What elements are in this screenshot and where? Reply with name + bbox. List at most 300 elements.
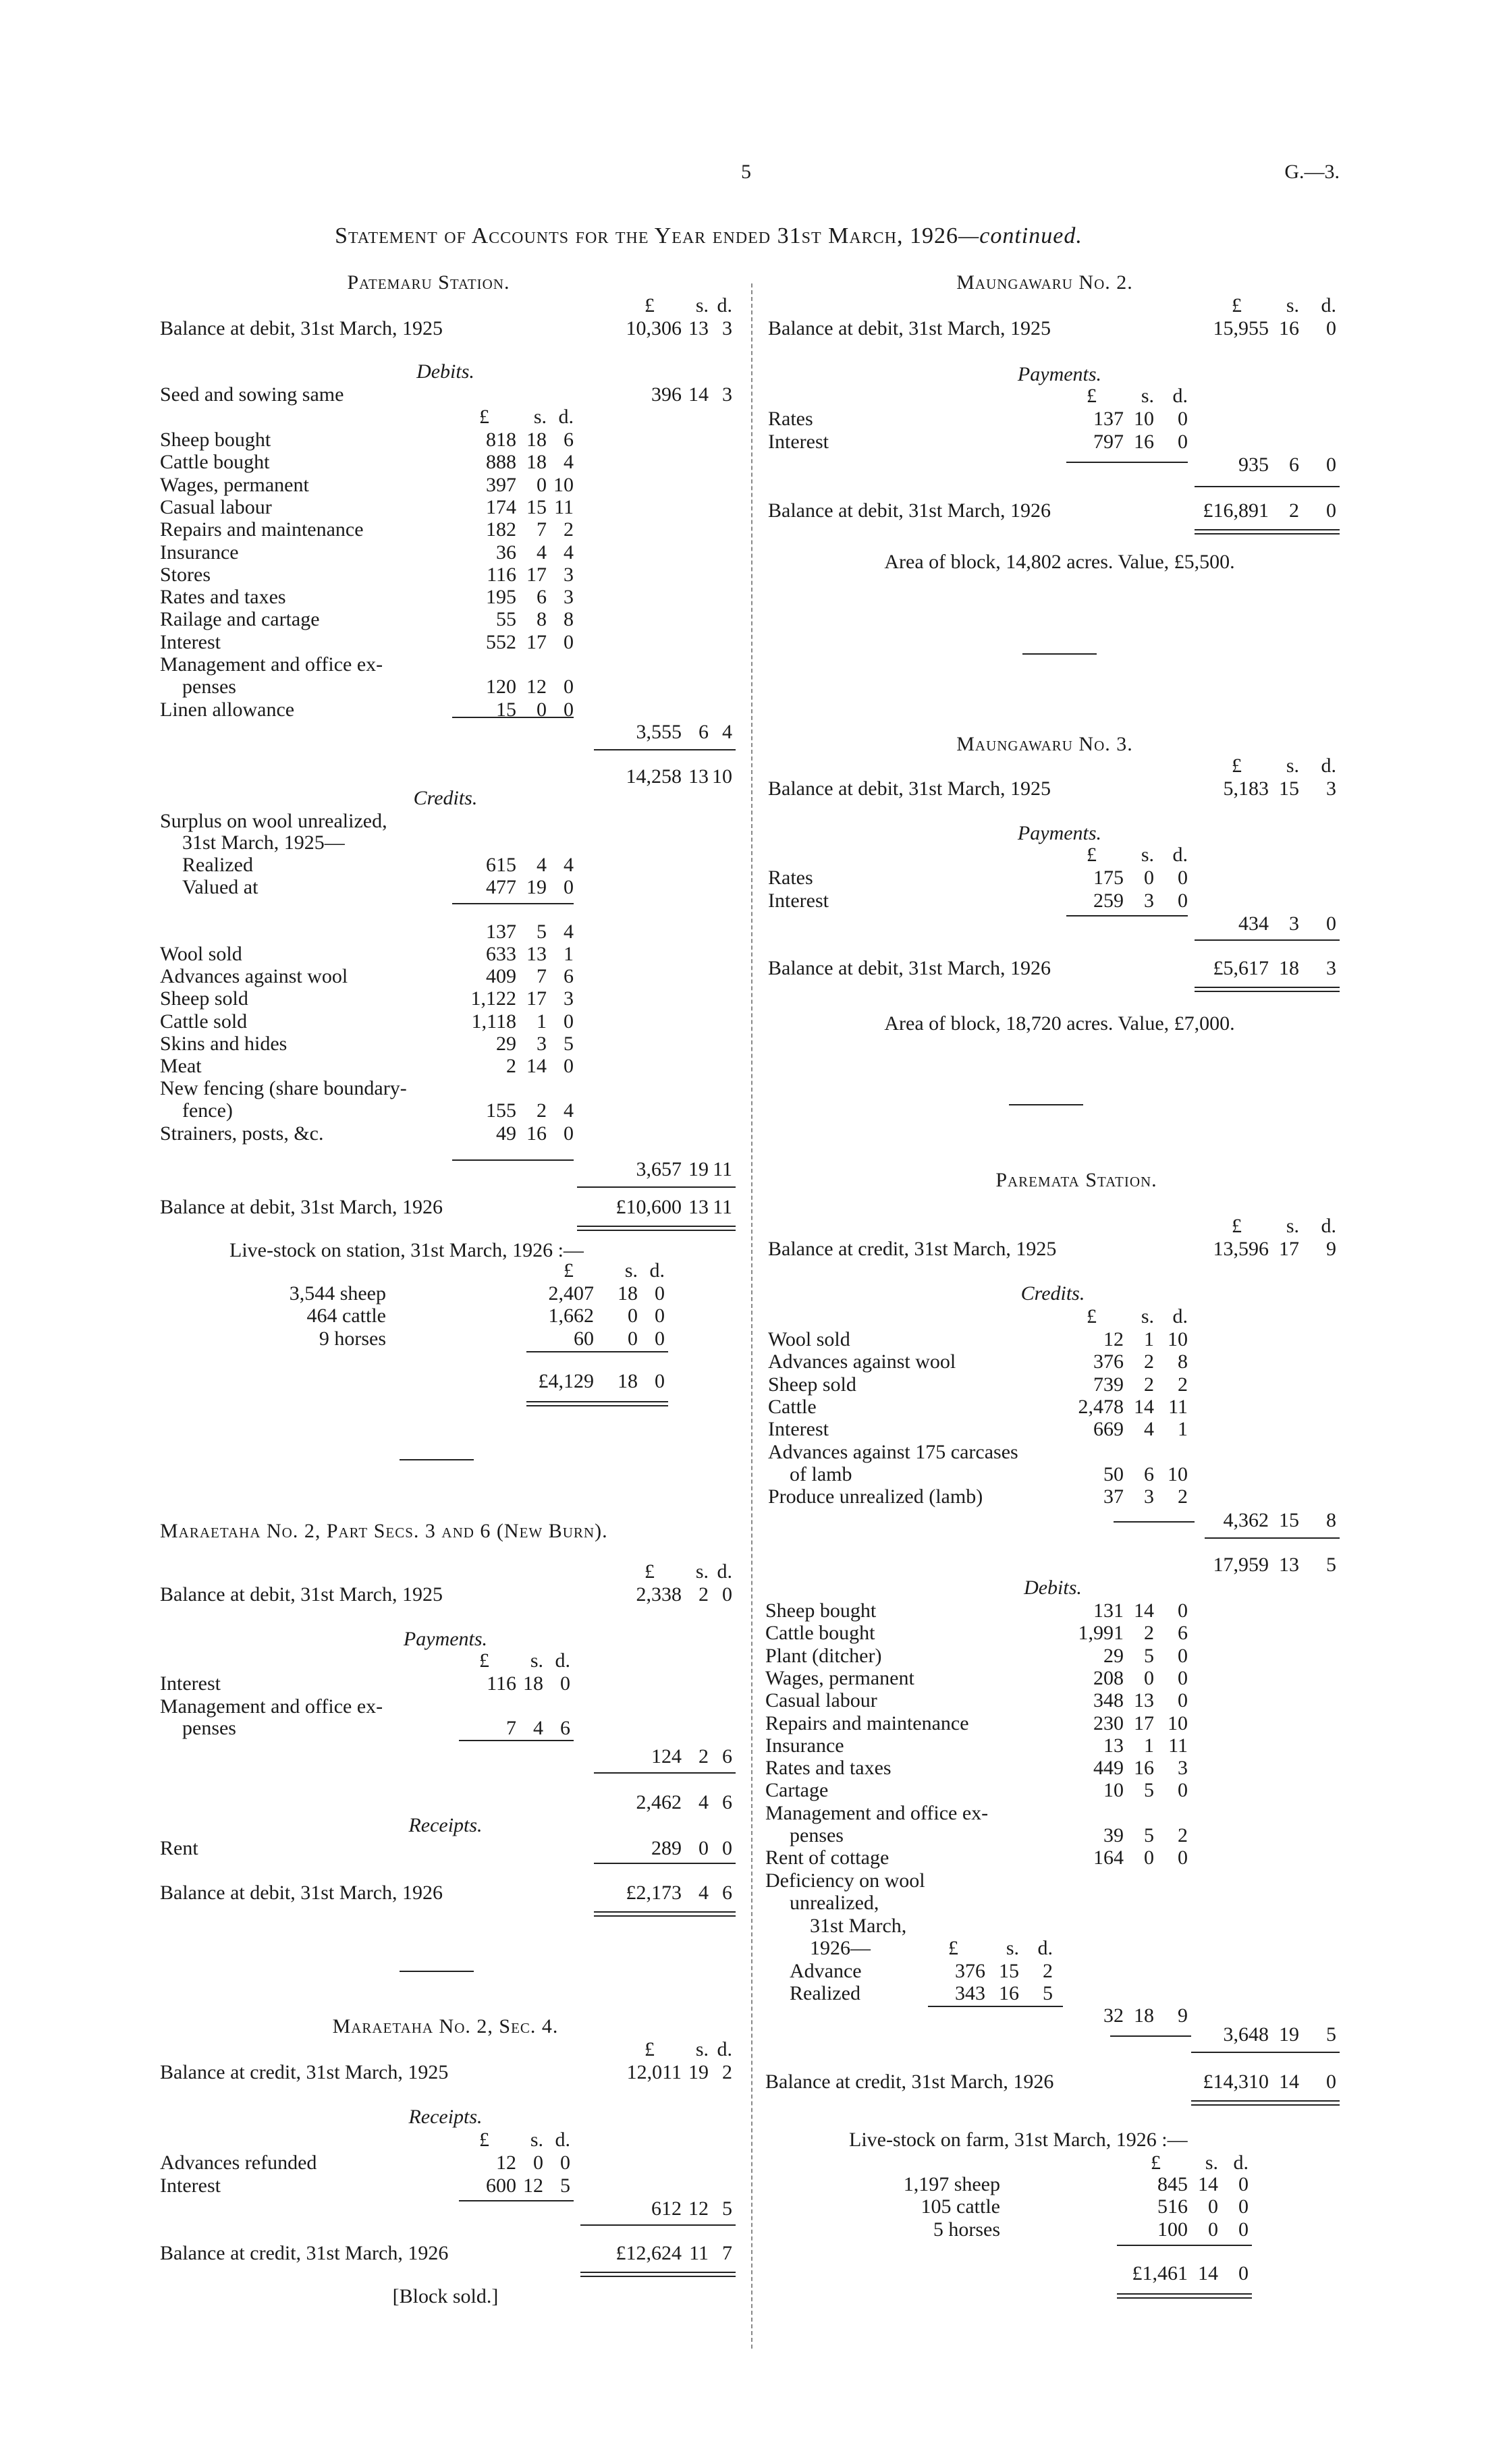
paremata-debit-shillings: 5 [1144,1779,1154,1802]
paremata-debit-pence: 10 [1168,1712,1188,1734]
paremata-livestock-rule [1117,2245,1252,2246]
patemaru-credit-pounds: 1,118 [471,1010,516,1033]
patemaru-debit-shillings: 17 [526,563,547,586]
mw2-rates-pounds: 137 [1093,408,1124,430]
paremata-livestock-label: 5 horses [933,2218,1000,2241]
patemaru-credits-heading: Credits. [413,787,478,809]
paremata-credit-label: Produce unrealized (lamb) [768,1485,983,1508]
paremata-advance-label: Advance [790,1960,862,1982]
paremata-bal-open-label: Balance at credit, 31st March, 1925 [768,1238,1057,1260]
mw3-interest-pounds: 259 [1093,889,1124,912]
patemaru-debits-total-shillings: 6 [698,721,709,743]
burn-sub-rule [594,1772,736,1774]
paremata-livestock-pounds: 845 [1157,2173,1188,2195]
patemaru-debit-shillings: 7 [537,518,547,541]
paremata-deficiency-pounds: 32 [1103,2004,1124,2027]
sec4-receipts-total-shillings: 12 [688,2197,709,2220]
paremata-livestock-dline [1117,2293,1252,2299]
patemaru-debit-shillings: 18 [526,451,547,474]
paremata-livestock-shillings: 0 [1208,2195,1218,2218]
patemaru-valued-label: Valued at [182,876,258,898]
mw2-bal-open-shillings: 16 [1279,317,1299,339]
paremata-cur-def-pence-sign: d. [1037,1937,1053,1959]
patemaru-seed-shillings: 14 [688,383,709,406]
paremata-debit-pounds: 131 [1093,1599,1124,1622]
patemaru-debits-rule [452,717,574,718]
paremata-advance-shillings: 15 [999,1960,1019,1982]
paremata-cur-livestock-pence-sign: d. [1233,2152,1249,2174]
patemaru-livestock-pounds: 2,407 [548,1282,594,1305]
mw3-cur-pay-pound-sign: £ [1087,844,1097,866]
patemaru-surplus-net-pounds: 137 [486,921,516,943]
patemaru-subtotal-shillings: 13 [688,765,709,788]
mw2-interest-shillings: 16 [1134,431,1154,453]
sec4-bal-close-pounds: £12,624 [615,2242,682,2264]
mw2-close-rule [1195,486,1340,487]
paremata-debit-pence: 2 [1178,1824,1188,1846]
patemaru-debit-label: Casual labour [160,495,272,518]
patemaru-debit-pence: 10 [553,473,574,496]
mw3-rates-label: Rates [768,867,813,889]
sec4-bal-close-shillings: 11 [689,2242,709,2264]
paremata-debits-total-pounds: 3,648 [1223,2023,1269,2046]
paremata-livestock-label: 105 cattle [921,2195,1000,2218]
patemaru-livestock-total-shillings: 18 [618,1370,638,1392]
patemaru-realized-label: Realized [182,854,253,876]
mw2-cur-pay-pence-sign: d. [1172,385,1188,407]
separator-right-1 [1022,653,1097,655]
patemaru-debit-pence: 3 [564,563,574,586]
mw3-bal-open-label: Balance at debit, 31st March, 1925 [768,777,1051,800]
paremata-bal-open-pence: 9 [1326,1238,1336,1260]
patemaru-debit-shillings: 4 [537,541,547,564]
mw3-bal-open-pence: 3 [1326,777,1336,800]
patemaru-debit-label: Stores [160,563,211,586]
patemaru-debit-label: Insurance [160,541,239,564]
patemaru-credit-shillings: 13 [526,943,547,965]
mw2-bal-close-label: Balance at debit, 31st March, 1926 [768,499,1051,522]
burn-rent-label: Rent [160,1837,198,1859]
patemaru-debit-pounds: 888 [486,451,516,474]
paremata-credit-shillings: 2 [1144,1373,1154,1396]
sec4-bal-open-label: Balance at credit, 31st March, 1925 [160,2061,449,2083]
paremata-cur-livestock-shilling-sign: s. [1205,2152,1218,2174]
paremata-bal-close-label: Balance at credit, 31st March, 1926 [765,2071,1054,2093]
burn-mgmt-pence: 6 [560,1717,570,1739]
paremata-subtotal-shillings: 13 [1279,1554,1299,1576]
sec4-cur-rec-shilling-sign: s. [530,2129,543,2151]
burn-bal-close-shillings: 4 [698,1882,709,1904]
patemaru-debit-label: Railage and cartage [160,608,320,631]
patemaru-livestock-label: 9 horses [319,1327,386,1350]
sec4-note: [Block sold.] [392,2285,499,2307]
sec4-interest-pence: 5 [560,2174,570,2197]
patemaru-seed-pence: 3 [722,383,732,406]
paremata-deficiency-line: 1926— [810,1936,871,1959]
patemaru-debit-label: Sheep bought [160,429,271,451]
patemaru-seed-label: Seed and sowing same [160,383,344,406]
column-divider [751,283,752,2349]
mw2-rates-pence: 0 [1178,408,1188,430]
patemaru-credit-pence: 4 [564,1099,574,1122]
mw3-area-note: Area of block, 18,720 acres. Value, £7,000. [884,1012,1235,1035]
patemaru-debit-pence: 4 [564,541,574,564]
patemaru-credit-shillings: 14 [526,1055,547,1077]
patemaru-debit-pounds: 36 [496,541,516,564]
mw3-payments-total-pence: 0 [1326,912,1336,935]
patemaru-credit-pence: 0 [564,1122,574,1145]
patemaru-credit-pounds: 1,122 [470,987,516,1010]
paremata-realized-pounds: 343 [955,1982,985,2004]
patemaru-credits-total-pence: 11 [713,1158,732,1180]
patemaru-credit-label: fence) [182,1099,233,1122]
patemaru-cur-debits-pence-sign: d. [558,406,574,428]
mw2-heading: Maungawaru No. 2. [956,271,1133,294]
paremata-debit-pounds: 10 [1103,1779,1124,1802]
burn-rent-pence: 0 [722,1837,732,1859]
burn-interest-pounds: 116 [487,1672,516,1695]
sec4-adv-pence: 0 [560,2152,570,2174]
patemaru-credit-pounds: 29 [496,1032,516,1055]
mw3-rates-shillings: 0 [1144,867,1154,889]
patemaru-credit-pounds: 409 [486,965,516,988]
paremata-credit-pence: 8 [1178,1350,1188,1373]
patemaru-credits-total-pounds: 3,657 [636,1158,682,1180]
patemaru-credit-label: Cattle sold [160,1010,248,1033]
paremata-credit-pounds: 12 [1103,1328,1124,1350]
paremata-credit-pence: 1 [1178,1418,1188,1441]
mw2-cur-pay-shilling-sign: s. [1141,385,1154,407]
burn-cur-pay-shilling-sign: s. [530,1649,543,1672]
paremata-debits-total-pence: 5 [1326,2023,1336,2046]
burn-subtotal-shillings: 4 [698,1791,709,1813]
paremata-credits-total-pounds: 4,362 [1223,1509,1269,1531]
patemaru-credit-label: Wool sold [160,943,242,965]
patemaru-debit-pence: 3 [564,586,574,609]
patemaru-debit-pence: 11 [554,495,574,518]
burn-bal-open-shillings: 2 [698,1583,709,1606]
paremata-livestock-total-pounds: £1,461 [1132,2262,1188,2284]
patemaru-livestock-shillings: 18 [618,1282,638,1305]
sec4-cur-top-pence-sign: d. [717,2038,732,2060]
burn-cur-top-pound-sign: £ [645,1560,655,1583]
patemaru-credit-label: New fencing (share boundary- [160,1077,407,1100]
burn-bal-open-pounds: 2,338 [636,1583,682,1606]
burn-subtotal-pence: 6 [722,1791,732,1813]
mw3-bal-open-pounds: 5,183 [1223,777,1269,800]
burn-payments-total-pence: 6 [722,1745,732,1768]
patemaru-debit-pence: 0 [564,676,574,699]
separator-left-1 [400,1459,474,1460]
patemaru-cur-debits-pound-sign: £ [479,406,489,428]
patemaru-livestock-rule [526,1351,668,1352]
mw2-bal-close-pence: 0 [1326,499,1336,522]
patemaru-debit-shillings: 18 [526,429,547,451]
patemaru-debit-shillings: 0 [537,698,547,721]
mw2-cur-top-pence-sign: d. [1321,294,1336,317]
patemaru-debit-shillings: 6 [537,586,547,609]
burn-cur-top-pence-sign: d. [717,1560,732,1583]
patemaru-debit-pounds: 195 [486,586,516,609]
sec4-adv-pounds: 12 [496,2152,516,2174]
mw3-rates-pounds: 175 [1093,867,1124,889]
patemaru-debit-shillings: 0 [537,473,547,496]
patemaru-cur-livestock-shilling-sign: s. [624,1259,638,1282]
paremata-livestock-pounds: 100 [1157,2218,1188,2241]
paremata-debit-pounds: 348 [1093,1689,1124,1712]
patemaru-debit-shillings: 15 [526,495,547,518]
patemaru-heading: Patemaru Station. [347,271,510,294]
paremata-debit-label: Plant (ditcher) [765,1644,882,1667]
paremata-debit-pence: 6 [1178,1622,1188,1645]
patemaru-debit-pence: 0 [564,630,574,653]
mw2-cur-top-shilling-sign: s. [1286,294,1299,317]
patemaru-debit-pence: 6 [564,429,574,451]
paremata-credit-pence: 2 [1178,1373,1188,1396]
paremata-debit-label: Insurance [765,1734,844,1757]
patemaru-surplus-1: Surplus on wool unrealized, [160,810,387,832]
patemaru-valued-shillings: 19 [526,876,547,898]
burn-payments-total-pounds: 124 [651,1745,682,1768]
burn-rent-pounds: 289 [651,1837,682,1859]
paremata-cur-cred-shilling-sign: s. [1141,1305,1154,1327]
paremata-heading: Paremata Station. [995,1169,1157,1191]
patemaru-cur-livestock-pence-sign: d. [649,1259,665,1282]
sec4-cur-top-shilling-sign: s. [695,2038,709,2060]
patemaru-debit-label: Management and office ex- [160,653,383,676]
paremata-debit-pence: 0 [1178,1689,1188,1712]
patemaru-bal-open-pence: 3 [722,317,732,339]
burn-mgmt-pounds: 7 [506,1717,516,1739]
mw2-payments-total-shillings: 6 [1289,454,1299,476]
patemaru-cur-top-pound-sign: £ [645,294,655,317]
patemaru-credit-shillings: 16 [526,1122,547,1145]
paremata-debits-heading: Debits. [1024,1577,1082,1599]
paremata-cur-top-pence-sign: d. [1321,1215,1336,1237]
patemaru-debit-label: Wages, permanent [160,473,309,496]
paremata-debit-pence: 0 [1178,1599,1188,1622]
patemaru-debits-total-pence: 4 [722,721,732,743]
paremata-debit-shillings: 0 [1144,1846,1154,1869]
mw3-payments-total-pounds: 434 [1238,912,1269,935]
patemaru-credit-label: Advances against wool [160,965,348,988]
mw3-heading: Maungawaru No. 3. [956,733,1133,755]
sec4-adv-label: Advances refunded [160,2152,317,2174]
mw2-cur-pay-pound-sign: £ [1087,385,1097,407]
patemaru-debits-total-pounds: 3,555 [636,721,682,743]
paremata-debit-shillings: 17 [1134,1712,1154,1734]
patemaru-realized-shillings: 4 [537,854,547,876]
patemaru-close-dline [577,1226,736,1231]
burn-interest-shillings: 18 [523,1672,543,1695]
patemaru-livestock-heading: Live-stock on station, 31st March, 1926 :— [229,1239,584,1261]
paremata-close-dline [1191,2100,1340,2106]
sec4-receipts-total-pence: 5 [722,2197,732,2220]
paremata-credits-heading: Credits. [1020,1282,1085,1305]
paremata-debit-shillings: 13 [1134,1689,1154,1712]
patemaru-livestock-pence: 0 [655,1327,665,1350]
paremata-debit-shillings: 5 [1144,1824,1154,1846]
paremata-subtotal-pounds: 17,959 [1213,1554,1269,1576]
patemaru-credit-pence: 0 [564,1055,574,1077]
mw2-area-note: Area of block, 14,802 acres. Value, £5,500. [884,551,1235,573]
burn-pay-rule [459,1740,574,1741]
burn-bal-open-label: Balance at debit, 31st March, 1925 [160,1583,443,1606]
sec4-bal-open-pounds: 12,011 [626,2061,682,2083]
paremata-debit-pence: 0 [1178,1846,1188,1869]
patemaru-credit-shillings: 17 [526,987,547,1010]
paremata-deficiency-line: Deficiency on wool [765,1869,925,1892]
patemaru-cur-top-shilling-sign: s. [695,294,709,317]
patemaru-debit-pounds: 818 [486,429,516,451]
page-title [202,225,1215,248]
mw2-bal-close-shillings: 2 [1289,499,1299,522]
paremata-debit-shillings: 5 [1144,1644,1154,1667]
paremata-debit-label: Management and office ex- [765,1801,989,1824]
burn-interest-label: Interest [160,1672,221,1695]
burn-bal-close-pounds: £2,173 [626,1882,682,1904]
mw3-cur-top-pound-sign: £ [1232,755,1242,777]
paremata-cur-top-pound-sign: £ [1232,1215,1242,1237]
paremata-livestock-pence: 0 [1238,2218,1249,2241]
patemaru-valued-pence: 0 [564,876,574,898]
mw3-interest-shillings: 3 [1144,889,1154,912]
paremata-credit-label: Cattle [768,1395,817,1418]
mw3-interest-pence: 0 [1178,889,1188,912]
sec4-interest-label: Interest [160,2174,221,2197]
paremata-credits-total-shillings: 15 [1279,1509,1299,1531]
patemaru-debit-pounds: 552 [486,630,516,653]
sec4-cur-top-pound-sign: £ [645,2038,655,2060]
paremata-close-rule [1191,2052,1340,2053]
paremata-credit-pounds: 2,478 [1078,1395,1124,1418]
burn-close-rule [594,1863,736,1864]
paremata-livestock-label: 1,197 sheep [903,2173,1000,2195]
burn-bal-open-pence: 0 [722,1583,732,1606]
patemaru-credit-pence: 1 [564,943,574,965]
paremata-advance-pence: 2 [1043,1960,1053,1982]
patemaru-bal-close-label: Balance at debit, 31st March, 1926 [160,1196,443,1218]
patemaru-debit-pence: 8 [564,608,574,631]
patemaru-credit-pence: 5 [564,1032,574,1055]
paremata-subtotal-pence: 5 [1326,1554,1336,1576]
paremata-credit-shillings: 14 [1134,1395,1154,1418]
paremata-credit-shillings: 4 [1144,1418,1154,1441]
sec4-close-dline [580,2272,736,2277]
paremata-livestock-pounds: 516 [1157,2195,1188,2218]
paremata-bal-open-shillings: 17 [1279,1238,1299,1260]
page-ref: G.—3. [1284,161,1340,183]
patemaru-debit-pounds: 120 [486,676,516,699]
paremata-deficiency-line: unrealized, [790,1892,879,1915]
patemaru-bal-open-shillings: 13 [688,317,709,339]
mw2-bal-open-pounds: 15,955 [1213,317,1269,339]
patemaru-credit-shillings: 1 [537,1010,547,1033]
patemaru-subtotal-pounds: 14,258 [626,765,682,788]
paremata-debit-label: Casual labour [765,1689,877,1712]
paremata-debit-pounds: 1,991 [1078,1622,1124,1645]
sec4-cur-rec-pound-sign: £ [479,2129,489,2151]
patemaru-debit-pounds: 55 [496,608,516,631]
patemaru-bal-open-pounds: 10,306 [626,317,682,339]
paremata-debit-pence: 11 [1168,1734,1188,1757]
patemaru-livestock-label: 464 cattle [306,1305,386,1327]
patemaru-credit-label: Skins and hides [160,1032,287,1055]
paremata-debits-total-shillings: 19 [1279,2023,1299,2046]
paremata-credit-pence: 11 [1168,1395,1188,1418]
patemaru-debit-pounds: 116 [487,563,516,586]
patemaru-debit-label: Interest [160,630,221,653]
paremata-debit-pounds: 164 [1093,1846,1124,1869]
paremata-debit-pounds: 39 [1103,1824,1124,1846]
patemaru-livestock-shillings: 0 [628,1305,638,1327]
title-continued: —continued. [958,223,1083,248]
paremata-debit-shillings: 2 [1144,1622,1154,1645]
paremata-debit-shillings: 14 [1134,1599,1154,1622]
mw3-cur-pay-shilling-sign: s. [1141,844,1154,866]
paremata-debit-shillings: 0 [1144,1666,1154,1689]
burn-cur-pay-pound-sign: £ [479,1649,489,1672]
mw3-bal-close-shillings: 18 [1279,957,1299,979]
patemaru-debits-heading: Debits. [416,360,474,383]
paremata-credit-label: Sheep sold [768,1373,856,1396]
patemaru-debit-label: Linen allowance [160,698,295,721]
patemaru-credit-pounds: 633 [486,943,516,965]
paremata-credits-total-pence: 8 [1326,1509,1336,1531]
mw3-payments-total-shillings: 3 [1289,912,1299,935]
patemaru-debit-shillings: 12 [526,676,547,699]
paremata-debit-label: Cattle bought [765,1622,875,1645]
paremata-cur-cred-pound-sign: £ [1087,1305,1097,1327]
paremata-debit-pounds: 13 [1103,1734,1124,1757]
mw2-cur-top-pound-sign: £ [1232,294,1242,317]
mw3-bal-close-pounds: £5,617 [1213,957,1269,979]
paremata-credit-pounds: 376 [1093,1350,1124,1373]
patemaru-bal-close-pence: 11 [713,1196,732,1218]
mw3-interest-label: Interest [768,889,829,912]
burn-bal-close-label: Balance at debit, 31st March, 1926 [160,1882,443,1904]
patemaru-debit-pounds: 174 [486,495,516,518]
mw2-payments-total-pounds: 935 [1238,454,1269,476]
mw3-bal-close-pence: 3 [1326,957,1336,979]
patemaru-credit-label: Meat [160,1055,202,1077]
paremata-bal-close-pounds: £14,310 [1203,2071,1269,2093]
paremata-debit-label: Cartage [765,1779,829,1802]
burn-mgmt-label-1: Management and office ex- [160,1695,383,1718]
patemaru-debit-shillings: 17 [526,630,547,653]
patemaru-debit-pence: 4 [564,451,574,474]
sec4-adv-shillings: 0 [533,2152,543,2174]
mw2-rates-label: Rates [768,408,813,430]
burn-rent-shillings: 0 [698,1837,709,1859]
burn-mgmt-label-2: penses [182,1717,236,1739]
sec4-receipts-total-pounds: 612 [651,2197,682,2220]
sec4-interest-shillings: 12 [523,2174,543,2197]
paremata-realized-shillings: 16 [999,1982,1019,2004]
patemaru-debit-pounds: 397 [486,473,516,496]
patemaru-livestock-total-pence: 0 [655,1370,665,1392]
paremata-credit-shillings: 3 [1144,1485,1154,1508]
sec4-bal-close-pence: 7 [722,2242,732,2264]
patemaru-credit-label: Sheep sold [160,987,248,1010]
paremata-deficiency-pence: 9 [1178,2004,1188,2027]
burn-payments-heading: Payments. [403,1628,488,1650]
sec4-bal-open-pence: 2 [722,2061,732,2083]
mw3-bal-close-label: Balance at debit, 31st March, 1926 [768,957,1051,979]
burn-mgmt-shillings: 4 [533,1717,543,1739]
patemaru-debit-pence: 2 [564,518,574,541]
paremata-credit-shillings: 1 [1144,1328,1154,1350]
